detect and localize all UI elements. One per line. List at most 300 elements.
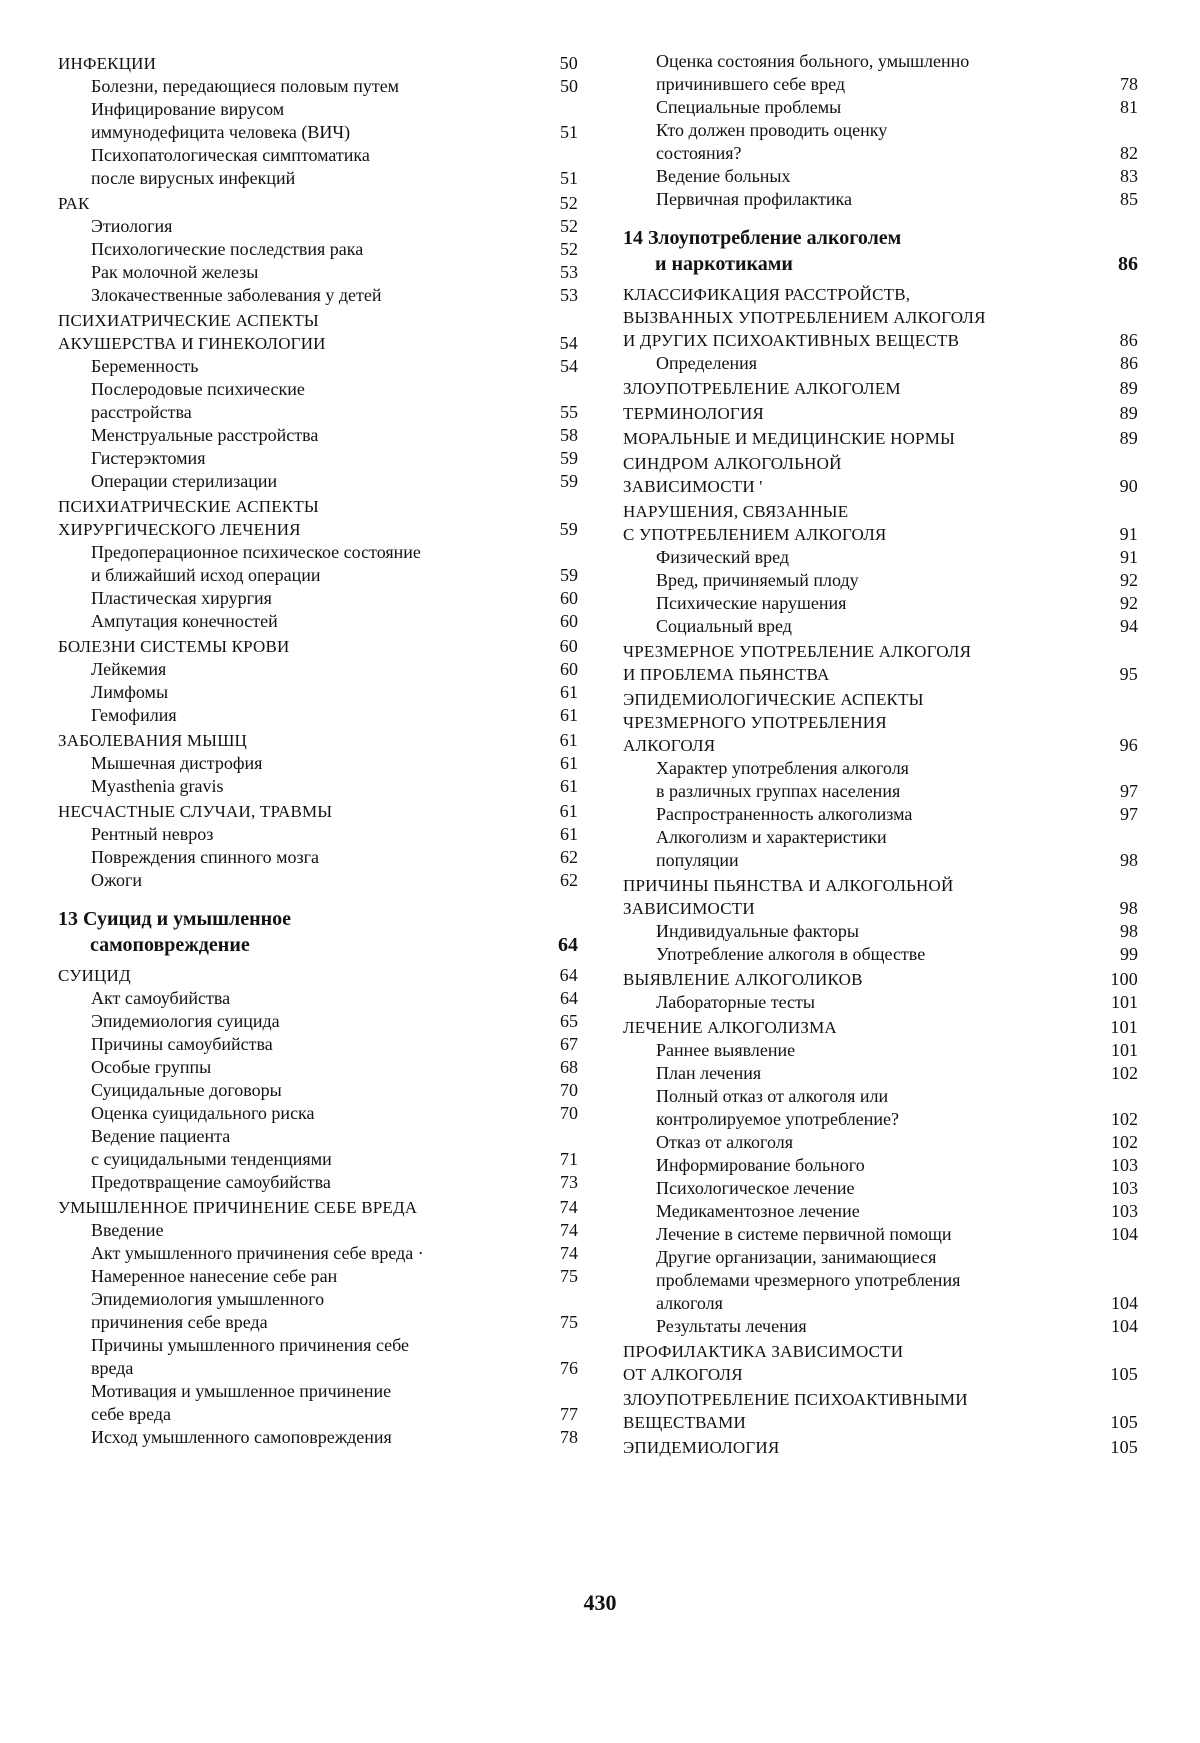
toc-subsection-entry <box>623 188 1138 211</box>
toc-page-number: 61 <box>559 730 578 750</box>
toc-entry-title <box>58 192 532 215</box>
toc-entry-title <box>91 1171 532 1194</box>
toc-entry-line: ПСИХИАТРИЧЕСКИЕ АСПЕКТЫ <box>58 497 319 516</box>
toc-page-number: 70 <box>560 1080 578 1100</box>
toc-page-number: 99 <box>1120 944 1138 964</box>
toc-right-column <box>623 50 1138 1459</box>
toc-entry-title <box>656 920 1092 943</box>
toc-page-number: 74 <box>560 1220 578 1240</box>
toc-page-number: 105 <box>1110 1364 1138 1384</box>
toc-subsection-entry <box>623 803 1138 826</box>
toc-entry-line: СУИЦИД <box>58 966 131 985</box>
toc-entry-title <box>91 1102 532 1125</box>
toc-page-number: 75 <box>560 1266 578 1286</box>
toc-subsection-entry <box>623 991 1138 1014</box>
toc-entry-line: состояния? <box>656 143 742 163</box>
toc-subsection-entry <box>623 1315 1138 1338</box>
toc-page-number: 61 <box>560 705 578 725</box>
toc-entry-line: Ожоги <box>91 870 143 890</box>
toc-entry-line: Кто должен проводить оценку <box>656 120 888 140</box>
toc-entry-title <box>91 658 532 681</box>
toc-entry-title <box>91 1288 532 1334</box>
toc-entry-title <box>91 1334 532 1380</box>
toc-entry-line: Гемофилия <box>91 705 177 725</box>
toc-entry-line: ПСИХИАТРИЧЕСКИЕ АСПЕКТЫ <box>58 311 319 330</box>
toc-entry-title <box>58 800 532 823</box>
toc-page-number: 60 <box>560 659 578 679</box>
toc-entry-line: Myasthenia gravis <box>91 776 224 796</box>
toc-entry-line: РАК <box>58 194 90 213</box>
toc-entry-title <box>656 119 1092 165</box>
toc-section-entry <box>58 192 578 215</box>
toc-page-number: 55 <box>560 402 578 422</box>
toc-subsection-entry <box>58 1380 578 1426</box>
toc-entry-line: Причины умышленного причинения себе <box>91 1335 410 1355</box>
toc-section-entry <box>623 968 1138 991</box>
toc-entry-line: ЗАБОЛЕВАНИЯ МЫШЦ <box>58 731 248 750</box>
toc-page-number: 98 <box>1120 921 1138 941</box>
toc-page-number: 53 <box>560 262 578 282</box>
toc-entry-line: Гистерэктомия <box>91 448 206 468</box>
toc-entry-line: ТЕРМИНОЛОГИЯ <box>623 404 764 423</box>
toc-page-number: 62 <box>560 870 578 890</box>
toc-subsection-entry <box>58 1334 578 1380</box>
toc-page-number: 73 <box>560 1172 578 1192</box>
toc-subsection-entry <box>58 1125 578 1171</box>
toc-entry-title <box>623 640 1092 686</box>
toc-entry-title <box>91 987 532 1010</box>
toc-entry-title <box>91 846 532 869</box>
toc-entry-line: Лечение в системе первичной помощи <box>656 1224 952 1244</box>
toc-subsection-entry <box>58 1102 578 1125</box>
toc-subsection-entry <box>623 1154 1138 1177</box>
toc-page-number: 54 <box>559 333 578 353</box>
toc-entry-title <box>91 1125 532 1171</box>
toc-page-number: 52 <box>560 216 578 236</box>
toc-section-entry <box>623 874 1138 920</box>
toc-page <box>58 50 1138 1610</box>
toc-page-number: 60 <box>560 588 578 608</box>
toc-page-number: 95 <box>1119 664 1138 684</box>
toc-section-entry <box>623 283 1138 352</box>
toc-section-entry <box>623 1388 1138 1434</box>
toc-entry-line: Информирование больного <box>656 1155 865 1175</box>
toc-entry-title <box>58 964 532 987</box>
toc-entry-title <box>91 1426 532 1449</box>
toc-entry-line: Вред, причиняемый плоду <box>656 570 859 590</box>
toc-entry-line: Намеренное нанесение себе ран <box>91 1266 338 1286</box>
toc-page-number: 61 <box>560 682 578 702</box>
toc-entry-title <box>656 188 1092 211</box>
toc-entry-line: Акт умышленного причинения себе вреда · <box>91 1243 424 1263</box>
toc-page-number: 101 <box>1110 1017 1138 1037</box>
toc-entry-title <box>656 1085 1092 1131</box>
toc-entry-line: после вирусных инфекций <box>91 168 296 188</box>
toc-entry-title <box>91 261 532 284</box>
toc-entry-line: ХИРУРГИЧЕСКОГО ЛЕЧЕНИЯ <box>58 520 301 539</box>
toc-entry-title <box>58 729 532 752</box>
toc-entry-line: ПРОФИЛАКТИКА ЗАВИСИМОСТИ <box>623 1342 904 1361</box>
toc-page-number: 61 <box>560 753 578 773</box>
toc-section-entry <box>623 1016 1138 1039</box>
toc-entry-line: причинения себе вреда <box>91 1312 268 1332</box>
toc-entry-title <box>656 826 1092 872</box>
toc-page-number: 59 <box>559 519 578 539</box>
toc-entry-title <box>91 869 532 892</box>
toc-chapter-heading <box>58 906 578 958</box>
toc-entry-line: Определения <box>656 353 758 373</box>
toc-entry-title <box>656 1131 1092 1154</box>
toc-page-number: 104 <box>1111 1316 1138 1336</box>
toc-entry-title <box>58 1196 532 1219</box>
toc-entry-line: Операции стерилизации <box>91 471 278 491</box>
toc-entry-line: Медикаментозное лечение <box>656 1201 860 1221</box>
toc-entry-title <box>91 98 532 144</box>
toc-page-number: 50 <box>559 53 578 73</box>
toc-entry-title <box>656 1062 1092 1085</box>
toc-page-number: 58 <box>560 425 578 445</box>
toc-entry-line: Раннее выявление <box>656 1040 796 1060</box>
toc-entry-line: контролируемое употребление? <box>656 1109 899 1129</box>
toc-entry-title <box>91 1265 532 1288</box>
toc-entry-title <box>623 1340 1092 1386</box>
toc-page-number: 101 <box>1111 992 1138 1012</box>
toc-entry-title <box>656 592 1092 615</box>
toc-entry-title <box>623 427 1092 450</box>
toc-entry-title <box>623 688 1092 757</box>
toc-entry-title <box>91 681 532 704</box>
toc-entry-line: ЭПИДЕМИОЛОГИЧЕСКИЕ АСПЕКТЫ <box>623 690 924 709</box>
toc-page-number: 86 <box>1118 253 1138 275</box>
toc-subsection-entry <box>623 1062 1138 1085</box>
toc-entry-line: с суицидальными тенденциями <box>91 1149 332 1169</box>
toc-entry-line: С УПОТРЕБЛЕНИЕМ АЛКОГОЛЯ <box>623 525 887 544</box>
toc-page-number: 89 <box>1119 403 1138 423</box>
toc-entry-title <box>91 1033 532 1056</box>
toc-section-entry <box>623 640 1138 686</box>
toc-section-entry <box>58 729 578 752</box>
toc-page-number: 61 <box>560 824 578 844</box>
toc-section-entry <box>623 452 1138 498</box>
toc-entry-line: Оценка суицидального риска <box>91 1103 315 1123</box>
toc-subsection-entry <box>623 50 1138 96</box>
toc-entry-line: НЕСЧАСТНЫЕ СЛУЧАИ, ТРАВМЫ <box>58 802 333 821</box>
toc-section-entry <box>58 800 578 823</box>
toc-subsection-entry <box>623 569 1138 592</box>
toc-entry-line: в различных группах населения <box>656 781 901 801</box>
toc-entry-line: Психические нарушения <box>656 593 847 613</box>
toc-entry-title <box>91 470 532 493</box>
toc-entry-title <box>91 704 532 727</box>
toc-entry-line: И ДРУГИХ ПСИХОАКТИВНЫХ ВЕЩЕСТВ <box>623 331 960 350</box>
toc-subsection-entry <box>58 98 578 144</box>
toc-subsection-entry <box>623 546 1138 569</box>
toc-page-number: 86 <box>1120 353 1138 373</box>
toc-entry-title <box>91 238 532 261</box>
toc-subsection-entry <box>623 757 1138 803</box>
toc-entry-line: Полный отказ от алкоголя или <box>656 1086 889 1106</box>
toc-page-number: 54 <box>560 356 578 376</box>
toc-subsection-entry <box>58 1079 578 1102</box>
toc-page-number: 101 <box>1111 1040 1138 1060</box>
toc-entry-title <box>91 1079 532 1102</box>
toc-page-number: 67 <box>560 1034 578 1054</box>
toc-entry-line: Результаты лечения <box>656 1316 807 1336</box>
toc-entry-line: ЧРЕЗМЕРНОЕ УПОТРЕБЛЕНИЕ АЛКОГОЛЯ <box>623 642 972 661</box>
toc-section-entry <box>58 309 578 355</box>
toc-entry-line: вреда <box>91 1358 134 1378</box>
toc-entry-line: причинившего себе вред <box>656 74 846 94</box>
toc-entry-line: ЧРЕЗМЕРНОГО УПОТРЕБЛЕНИЯ <box>623 713 887 732</box>
toc-page-number: 105 <box>1110 1412 1138 1432</box>
toc-subsection-entry <box>58 215 578 238</box>
toc-entry-line: Специальные проблемы <box>656 97 842 117</box>
toc-section-entry <box>58 635 578 658</box>
page-number: 430 <box>583 1590 617 1615</box>
toc-entry-title <box>656 1039 1092 1062</box>
toc-entry-title <box>656 352 1092 375</box>
toc-entry-title <box>623 1436 1092 1459</box>
toc-section-entry <box>623 688 1138 757</box>
toc-subsection-entry <box>58 752 578 775</box>
toc-page-number: 94 <box>1120 616 1138 636</box>
toc-entry-line: 14 Злоупотребление алкоголем <box>623 227 902 249</box>
toc-entry-line: И ПРОБЛЕМА ПЬЯНСТВА <box>623 665 830 684</box>
toc-entry-title <box>656 943 1092 966</box>
toc-subsection-entry <box>58 284 578 307</box>
toc-entry-line: БОЛЕЗНИ СИСТЕМЫ КРОВИ <box>58 637 290 656</box>
toc-entry-line: ПРИЧИНЫ ПЬЯНСТВА И АЛКОГОЛЬНОЙ <box>623 876 954 895</box>
toc-entry-title <box>91 284 532 307</box>
toc-subsection-entry <box>58 610 578 633</box>
toc-entry-line: Акт самоубийства <box>91 988 231 1008</box>
toc-entry-title <box>623 968 1092 991</box>
toc-subsection-entry <box>58 846 578 869</box>
toc-page-number: 52 <box>559 193 578 213</box>
toc-subsection-entry <box>58 261 578 284</box>
toc-subsection-entry <box>58 238 578 261</box>
toc-entry-line: ЛЕЧЕНИЕ АЛКОГОЛИЗМА <box>623 1018 837 1037</box>
toc-page-number: 104 <box>1111 1293 1138 1313</box>
toc-subsection-entry <box>623 165 1138 188</box>
toc-page-number: 64 <box>558 934 578 956</box>
toc-subsection-entry <box>58 1033 578 1056</box>
toc-page-number: 71 <box>560 1149 578 1169</box>
toc-page-number: 68 <box>560 1057 578 1077</box>
toc-entry-title <box>91 1056 532 1079</box>
toc-entry-line: НАРУШЕНИЯ, СВЯЗАННЫЕ <box>623 502 849 521</box>
toc-entry-title <box>656 1200 1092 1223</box>
toc-entry-title <box>91 144 532 190</box>
toc-page-number: 50 <box>560 76 578 96</box>
toc-entry-title <box>58 495 532 541</box>
toc-page-number: 78 <box>560 1427 578 1447</box>
toc-subsection-entry <box>58 378 578 424</box>
toc-section-entry <box>623 402 1138 425</box>
toc-subsection-entry <box>623 1223 1138 1246</box>
toc-subsection-entry <box>623 1131 1138 1154</box>
toc-entry-line: Повреждения спинного мозга <box>91 847 319 867</box>
toc-entry-title <box>91 1242 532 1265</box>
toc-entry-line: 13 Суицид и умышленное <box>58 908 292 930</box>
toc-entry-line: КЛАССИФИКАЦИЯ РАССТРОЙСТВ, <box>623 285 911 304</box>
toc-entry-line: Распространенность алкоголизма <box>656 804 913 824</box>
toc-page-number: 102 <box>1111 1109 1138 1129</box>
toc-entry-line: иммунодефицита человека (ВИЧ) <box>91 122 351 142</box>
toc-page-number: 103 <box>1111 1201 1138 1221</box>
toc-entry-line: Рентный невроз <box>91 824 214 844</box>
toc-entry-title <box>91 1010 532 1033</box>
toc-subsection-entry <box>58 1219 578 1242</box>
toc-subsection-entry <box>58 1426 578 1449</box>
toc-subsection-entry <box>623 352 1138 375</box>
toc-page-number: 105 <box>1110 1437 1138 1457</box>
toc-entry-line: Психологические последствия рака <box>91 239 364 259</box>
toc-entry-title <box>656 757 1092 803</box>
toc-entry-title <box>91 587 532 610</box>
toc-entry-title <box>91 355 532 378</box>
toc-entry-title <box>623 377 1092 400</box>
toc-subsection-entry <box>623 119 1138 165</box>
toc-entry-title <box>656 1177 1092 1200</box>
toc-page-number: 91 <box>1120 547 1138 567</box>
toc-entry-title <box>58 52 532 75</box>
toc-entry-line: Злокачественные заболевания у детей <box>91 285 382 305</box>
toc-page-number: 75 <box>560 1312 578 1332</box>
toc-entry-line: Лейкемия <box>91 659 167 679</box>
toc-entry-title <box>623 452 1092 498</box>
toc-entry-title <box>656 1154 1092 1177</box>
toc-entry-line: ОТ АЛКОГОЛЯ <box>623 1365 743 1384</box>
toc-entry-line: Психологическое лечение <box>656 1178 855 1198</box>
toc-entry-title <box>656 165 1092 188</box>
toc-page-number: 103 <box>1111 1155 1138 1175</box>
toc-page-number: 59 <box>560 448 578 468</box>
toc-entry-line: ЗАВИСИМОСТИ ' <box>623 477 763 496</box>
toc-entry-title <box>623 1016 1092 1039</box>
toc-section-entry <box>623 1436 1138 1459</box>
toc-page-number: 81 <box>1120 97 1138 117</box>
toc-entry-line: Другие организации, занимающиеся <box>656 1247 937 1267</box>
toc-entry-line: Суицидальные договоры <box>91 1080 282 1100</box>
toc-entry-line: Эпидемиология умышленного <box>91 1289 325 1309</box>
toc-subsection-entry <box>58 658 578 681</box>
toc-entry-line: Предоперационное психическое состояние <box>91 542 421 562</box>
toc-subsection-entry <box>623 592 1138 615</box>
toc-chapter-heading <box>623 225 1138 277</box>
toc-subsection-entry <box>58 1056 578 1079</box>
toc-subsection-entry <box>623 920 1138 943</box>
toc-entry-title <box>623 1388 1092 1434</box>
toc-entry-title <box>58 906 532 958</box>
toc-entry-line: Ведение пациента <box>91 1126 231 1146</box>
toc-page-number: 83 <box>1120 166 1138 186</box>
toc-page-number: 92 <box>1120 593 1138 613</box>
toc-page-number: 100 <box>1110 969 1138 989</box>
toc-entry-title <box>623 402 1092 425</box>
toc-entry-title <box>656 1223 1092 1246</box>
toc-subsection-entry <box>58 144 578 190</box>
toc-page-number: 89 <box>1119 428 1138 448</box>
toc-subsection-entry <box>58 775 578 798</box>
toc-subsection-entry <box>623 1039 1138 1062</box>
toc-subsection-entry <box>58 823 578 846</box>
toc-subsection-entry <box>58 704 578 727</box>
toc-entry-line: расстройства <box>91 402 192 422</box>
toc-entry-line: Послеродовые психические <box>91 379 305 399</box>
toc-page-number: 64 <box>559 965 578 985</box>
toc-entry-line: Причины самоубийства <box>91 1034 273 1054</box>
toc-entry-line: ЗЛОУПОТРЕБЛЕНИЕ ПСИХОАКТИВНЫМИ <box>623 1390 968 1409</box>
toc-page-number: 104 <box>1111 1224 1138 1244</box>
toc-page-number: 51 <box>560 168 578 188</box>
toc-left-column <box>58 50 578 1449</box>
toc-entry-line: себе вреда <box>91 1404 172 1424</box>
toc-entry-line: Болезни, передающиеся половым путем <box>91 76 400 96</box>
toc-entry-line: и ближайший исход операции <box>91 565 321 585</box>
toc-entry-line: Физический вред <box>656 547 789 567</box>
toc-subsection-entry <box>58 541 578 587</box>
toc-subsection-entry <box>58 1010 578 1033</box>
toc-page-number: 102 <box>1111 1132 1138 1152</box>
toc-subsection-entry <box>58 987 578 1010</box>
toc-entry-line: Введение <box>91 1220 164 1240</box>
toc-section-entry <box>623 1340 1138 1386</box>
toc-entry-title <box>91 775 532 798</box>
toc-entry-line: ЗЛОУПОТРЕБЛЕНИЕ АЛКОГОЛЕМ <box>623 379 901 398</box>
toc-entry-line: ЗАВИСИМОСТИ <box>623 899 755 918</box>
toc-entry-title <box>91 424 532 447</box>
toc-entry-line: самоповреждение <box>90 934 250 956</box>
toc-entry-line: Менструальные расстройства <box>91 425 319 445</box>
toc-entry-line: Рак молочной железы <box>91 262 259 282</box>
toc-entry-title <box>656 546 1092 569</box>
toc-entry-line: Лимфомы <box>91 682 169 702</box>
toc-entry-line: УМЫШЛЕННОЕ ПРИЧИНЕНИЕ СЕБЕ ВРЕДА <box>58 1198 418 1217</box>
toc-page-number: 90 <box>1119 476 1138 496</box>
toc-subsection-entry <box>58 355 578 378</box>
toc-section-entry <box>623 427 1138 450</box>
toc-page-number: 91 <box>1119 524 1138 544</box>
toc-subsection-entry <box>58 1242 578 1265</box>
toc-section-entry <box>623 377 1138 400</box>
toc-entry-title <box>656 615 1092 638</box>
toc-page-number: 97 <box>1120 804 1138 824</box>
toc-subsection-entry <box>58 681 578 704</box>
toc-section-entry <box>623 500 1138 546</box>
toc-entry-title <box>91 823 532 846</box>
toc-entry-line: АЛКОГОЛЯ <box>623 736 716 755</box>
toc-page-number: 85 <box>1120 189 1138 209</box>
toc-subsection-entry <box>58 424 578 447</box>
toc-entry-title <box>91 541 532 587</box>
toc-entry-title <box>656 96 1092 119</box>
toc-entry-title <box>91 378 532 424</box>
toc-entry-title <box>91 1219 532 1242</box>
toc-page-number: 62 <box>560 847 578 867</box>
toc-entry-title <box>91 610 532 633</box>
toc-subsection-entry <box>58 1288 578 1334</box>
toc-entry-title <box>623 500 1092 546</box>
toc-page-number: 59 <box>560 565 578 585</box>
toc-page-number: 64 <box>560 988 578 1008</box>
toc-entry-line: проблемами чрезмерного употребления <box>656 1270 961 1290</box>
toc-subsection-entry <box>623 1085 1138 1131</box>
toc-entry-title <box>656 569 1092 592</box>
toc-entry-line: СИНДРОМ АЛКОГОЛЬНОЙ <box>623 454 842 473</box>
toc-entry-line: алкоголя <box>656 1293 723 1313</box>
toc-entry-line: Употребление алкоголя в обществе <box>656 944 926 964</box>
